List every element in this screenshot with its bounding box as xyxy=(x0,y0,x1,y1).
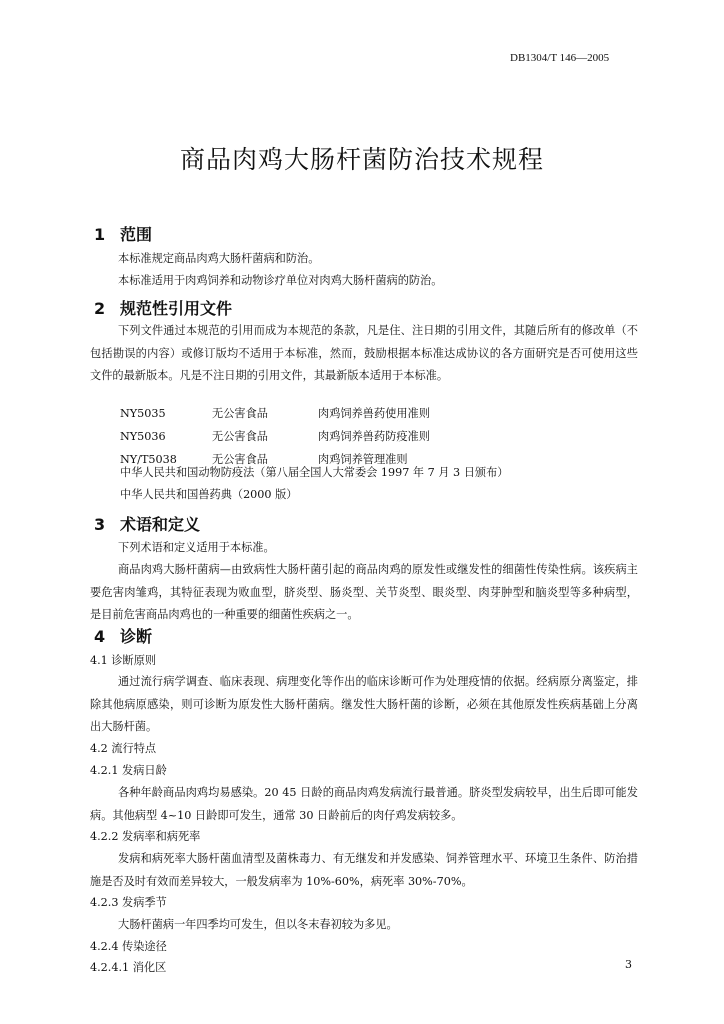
subsection-4-2-heading: 4.2 流行特点 xyxy=(90,742,157,755)
subsection-4-1-heading: 4.1 诊断原则 xyxy=(90,654,157,667)
section-title: 范围 xyxy=(120,225,153,244)
section-title: 规范性引用文件 xyxy=(120,299,233,318)
law-reference-1: 中华人民共和国动物防疫法（第八届全国人大常委会 1997 年 7 月 3 日颁布） xyxy=(120,466,509,479)
reference-name: 肉鸡饲养兽药防疫准则 xyxy=(318,430,430,443)
document-title: 商品肉鸡大肠杆菌防治技术规程 xyxy=(179,145,544,174)
reference-name: 肉鸡饲养管理准则 xyxy=(318,453,408,466)
reference-type: 无公害食品 xyxy=(212,430,268,443)
standard-code: DB1304/T 146—2005 xyxy=(510,52,610,64)
reference-type: 无公害食品 xyxy=(212,453,268,466)
scope-line-2: 本标准适用于肉鸡饲养和动物诊疗单位对肉鸡大肠杆菌病的防治。 xyxy=(118,274,443,287)
law-reference-2: 中华人民共和国兽药典（2000 版） xyxy=(120,488,298,501)
morbidity-paragraph: 发病和病死率大肠杆菌血清型及菌株毒力、有无继发和并发感染、饲养管理水平、环境卫生条件、防治措施是否及时有效而差异较大，一般发病率为 10%-60%，病死率 30%-70%。 xyxy=(90,852,638,888)
reference-code: NY5036 xyxy=(120,430,166,443)
diagnosis-principle-paragraph: 通过流行病学调查、临床表现、病理变化等作出的临床诊断可作为处理疫情的依据。经病原分离鉴定，排除其他病原感染，则可诊断为原发性大肠杆菌病。继发性大肠杆菌的诊断，必须在其他原发性疾病基础上分离出大肠杆菌。 xyxy=(90,675,638,734)
reference-code: NY/T5038 xyxy=(120,453,177,466)
onset-age-paragraph: 各种年龄商品肉鸡均易感染。20 45 日龄的商品肉鸡发病流行最普通。脐炎型发病较早，出生后即可能发病。其他病型 4~10 日龄即可发生，通常 30 日龄前后的肉仔鸡发病较多。 xyxy=(90,786,638,822)
subsection-4-2-1-heading: 4.2.1 发病日龄 xyxy=(90,764,167,777)
subsection-4-2-2-heading: 4.2.2 发病率和病死率 xyxy=(90,830,201,843)
section-number: 4 xyxy=(94,627,106,646)
reference-type: 无公害食品 xyxy=(212,407,268,420)
section-number: 1 xyxy=(94,225,106,244)
reference-row xyxy=(120,428,430,444)
section-3-heading xyxy=(94,512,200,535)
scope-line-1: 本标准规定商品肉鸡大肠杆菌病和防治。 xyxy=(118,252,320,265)
section-number: 2 xyxy=(94,299,106,318)
reference-code: NY5035 xyxy=(120,407,166,420)
subsection-4-2-4-heading: 4.2.4 传染途径 xyxy=(90,940,167,953)
references-paragraph: 下列文件通过本规范的引用而成为本规范的条款，凡是住、注日期的引用文件，其随后所有的修改单（不包括勘误的内容）或修订版均不适用于本标准，然而，鼓励根据本标准达成协议的各方面研究是否可使用这些文件的最新版本。凡是不注日期的引用文件，其最新版本适用于本标准。 xyxy=(90,324,638,383)
terms-intro: 下列术语和定义适用于本标准。 xyxy=(118,541,275,554)
section-1-heading xyxy=(94,222,152,245)
subsection-4-2-3-heading: 4.2.3 发病季节 xyxy=(90,896,167,909)
page-number: 3 xyxy=(625,958,632,971)
section-2-heading xyxy=(94,296,232,319)
section-title: 诊断 xyxy=(120,627,153,646)
season-paragraph: 大肠杆菌病一年四季均可发生，但以冬末春初较为多见。 xyxy=(118,918,398,931)
reference-name: 肉鸡饲养兽药使用准则 xyxy=(318,407,430,420)
subsection-4-2-4-1-heading: 4.2.4.1 消化区 xyxy=(90,961,167,974)
terms-definition-paragraph: 商品肉鸡大肠杆菌病—由致病性大肠杆菌引起的商品肉鸡的原发性或继发性的细菌性传染性病。该疾病主要危害肉雏鸡，其特征表现为败血型，脐炎型、肠炎型、关节炎型、眼炎型、肉芽肿型和脑炎型等多种病型，是目前危害商品肉鸡也的一种重要的细菌性疾病之一。 xyxy=(90,563,638,622)
section-title: 术语和定义 xyxy=(120,515,201,534)
reference-row xyxy=(120,405,430,421)
section-4-heading xyxy=(94,624,152,647)
section-number: 3 xyxy=(94,515,106,534)
